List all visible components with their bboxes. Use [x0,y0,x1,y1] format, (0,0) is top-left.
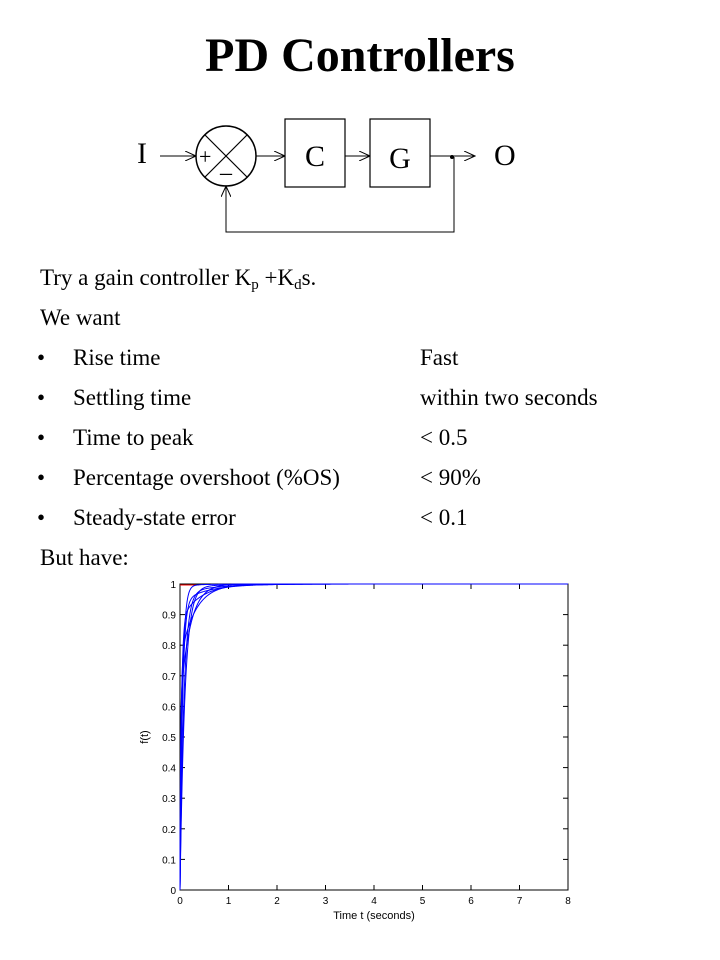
requirement-label: Time to peak [73,425,194,450]
plot-frame [180,584,568,890]
requirement-value: < 0.5 [420,425,468,450]
intro-suffix: s. [301,265,317,290]
kp-subscript: p [251,277,259,293]
requirement-label: Percentage overshoot (%OS) [73,465,340,490]
input-label: I [137,137,147,170]
summing-junction [196,126,256,186]
x-axis-label: Time t (seconds) [333,910,415,922]
takeoff-point [450,155,454,159]
x-tick-label: 4 [371,896,377,907]
requirement-time-to-peak [37,418,468,458]
requirement-overshoot [37,458,481,498]
requirement-label: Rise time [73,345,161,370]
y-tick-label: 0.8 [162,641,176,653]
want-line: We want [40,305,121,330]
plant-label: G [389,142,411,175]
y-tick-label: 0.5 [162,733,176,744]
y-tick-label: 0 [170,886,176,897]
controller-label: C [304,140,326,173]
plus-sign: + [199,144,212,169]
but-have-line: But have: [40,545,129,570]
intro-mid: +K [258,265,295,290]
x-tick-label: 7 [516,896,523,907]
feedback-block-diagram [0,100,720,240]
intro-prefix: Try a gain controller K [40,265,252,290]
output-label: O [494,139,516,172]
slide-body [37,258,598,578]
slide-title: PD Controllers [205,29,515,82]
step-response-plot [130,570,590,935]
y-tick-label: 1 [170,580,176,591]
x-tick-label: 1 [225,896,232,907]
requirement-value: < 90% [420,465,481,490]
y-tick-label: 0.2 [162,824,176,836]
y-tick-label: 0.6 [162,702,176,714]
bullet: • [37,425,46,450]
requirement-label: Settling time [73,385,192,410]
y-tick-label: 0.3 [162,794,176,806]
requirement-value: within two seconds [420,385,598,410]
requirement-value: Fast [420,345,459,370]
requirement-value: < 0.1 [420,505,468,530]
x-tick-label: 8 [565,896,571,907]
y-tick-label: 0.1 [162,855,176,867]
y-tick-label: 0.9 [162,610,176,622]
requirement-label: Steady-state error [73,505,236,530]
x-tick-label: 0 [177,896,183,907]
requirement-steady-state-error [37,498,468,538]
x-tick-label: 6 [468,896,474,907]
x-tick-label: 2 [274,896,280,907]
y-axis-label: f(t) [139,730,151,744]
bullet: • [37,465,46,490]
requirement-rise-time [37,338,459,378]
x-tick-label: 3 [322,896,329,907]
kd-subscript: d [294,277,302,293]
bullet: • [37,385,46,410]
requirement-settling-time [37,378,598,418]
minus-sign: – [220,160,232,186]
intro-line [40,258,316,298]
y-tick-label: 0.4 [162,763,176,775]
x-tick-label: 5 [419,896,426,907]
bullet: • [37,505,46,530]
y-tick-label: 0.7 [162,671,176,683]
bullet: • [37,345,46,370]
